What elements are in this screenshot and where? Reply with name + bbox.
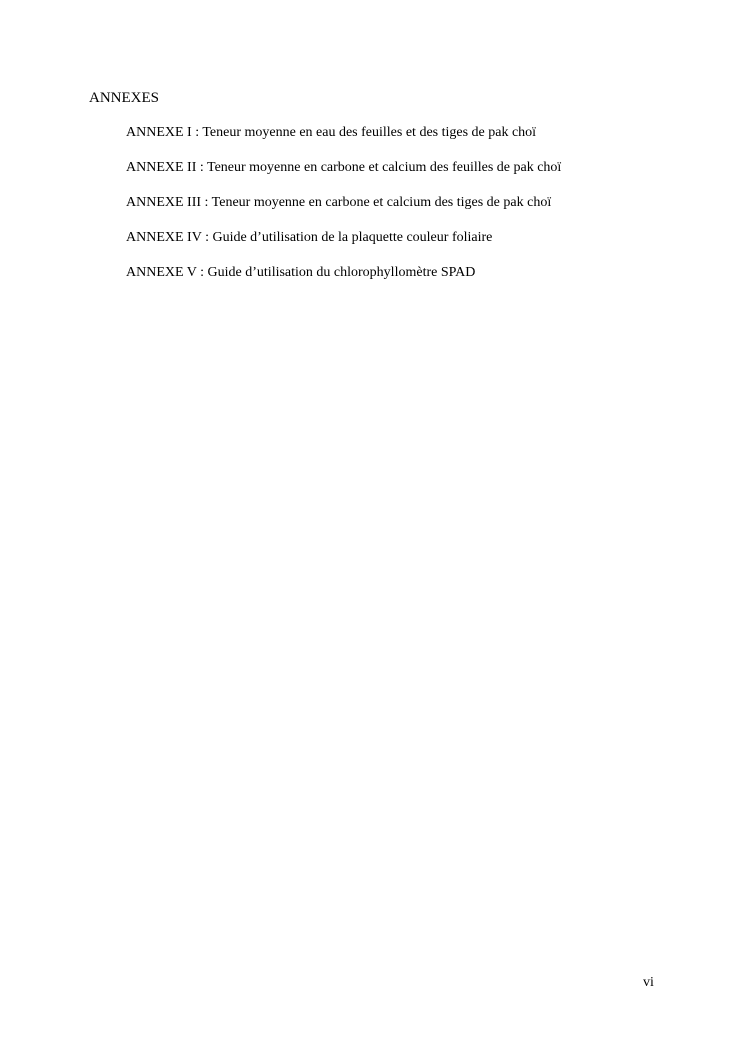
annex-entry-4: ANNEXE IV : Guide d’utilisation de la plaquette couleur foliaire <box>126 230 493 245</box>
annexes-heading: ANNEXES <box>89 90 159 106</box>
annex-entry-1: ANNEXE I : Teneur moyenne en eau des feuilles et des tiges de pak choï <box>126 125 537 140</box>
annex-list <box>126 124 561 299</box>
annex-entry-2: ANNEXE II : Teneur moyenne en carbone et calcium des feuilles de pak choï <box>126 160 562 175</box>
annex-entry-3: ANNEXE III : Teneur moyenne en carbone et calcium des tiges de pak choï <box>126 195 552 210</box>
annex-entry-5: ANNEXE V : Guide d’utilisation du chlorophyllomètre SPAD <box>126 265 476 280</box>
page-number: vi <box>643 975 654 990</box>
